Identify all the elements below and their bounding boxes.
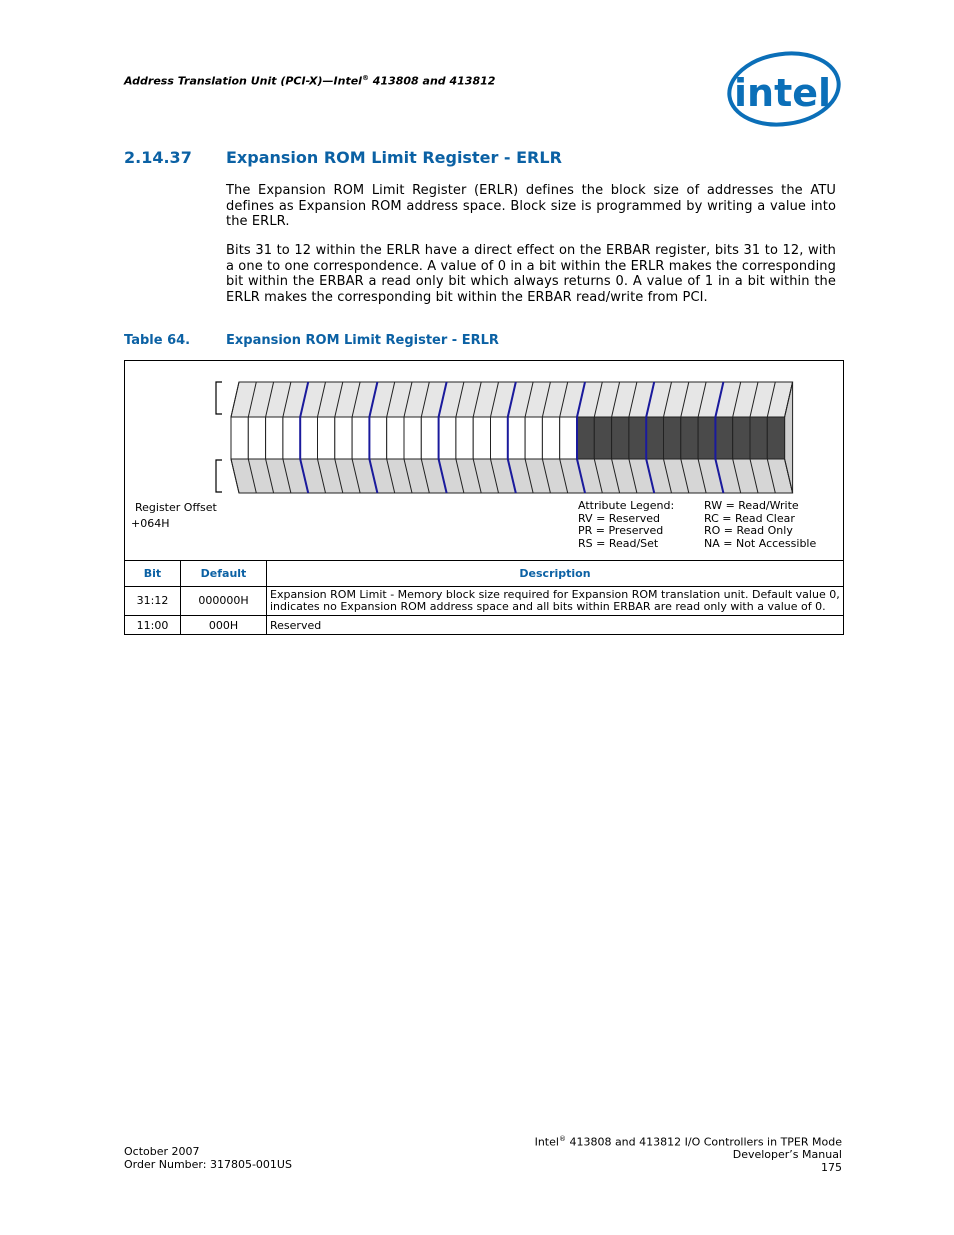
bit-cell-3: [715, 417, 732, 459]
table-row: [125, 587, 844, 616]
default-cell: 000000H: [181, 587, 267, 616]
legend-item: RV = Reserved: [578, 511, 660, 525]
footer-doc-subtitle: Developer’s Manual: [732, 1148, 842, 1162]
footer-order-number: Order Number: 317805-001US: [124, 1157, 292, 1171]
bit-cell-14: [525, 417, 542, 459]
bit-cell-18: [456, 417, 473, 459]
column-header-bit: Bit: [125, 561, 181, 587]
bit-cell-19: [439, 417, 456, 459]
intel-logo: [726, 50, 842, 128]
bit-cell-4: [698, 417, 715, 459]
register-field-table: [124, 560, 844, 635]
bit-cell-0: [767, 417, 784, 459]
column-header-description: Description: [267, 561, 844, 587]
bit-cell-11: [577, 417, 594, 459]
bit-cell-8: [629, 417, 646, 459]
bit-cell-5: [681, 417, 698, 459]
bit-cell-2: [733, 417, 750, 459]
paragraph-1: The Expansion ROM Limit Register (ERLR) defines the block size of addresses the ATU defines as Expansion ROM address space. Block size is programmed by writing a value into the ERLR.: [226, 183, 836, 229]
bit-cell-17: [473, 417, 490, 459]
bit-cell-15: [508, 417, 525, 459]
bit-cell-16: [491, 417, 508, 459]
footer-page-number: 175: [821, 1160, 842, 1174]
bit-cell-22: [387, 417, 404, 459]
bit-cell: 31:12: [125, 587, 181, 616]
bit-cell-25: [335, 417, 352, 459]
register-diagram: [124, 360, 844, 561]
register-offset-value: +064H: [131, 517, 170, 530]
bit-cell-13: [542, 417, 559, 459]
legend-heading: Attribute Legend:: [578, 499, 675, 512]
bit-cell-21: [404, 417, 421, 459]
bracket-bottom: [216, 460, 222, 492]
legend-item: RC = Read Clear: [704, 511, 795, 525]
bit-cell-28: [283, 417, 300, 459]
footer-doc-title: Intel® 413808 and 413812 I/O Controllers in TPER Mode: [534, 1135, 842, 1149]
bit-cell-12: [560, 417, 577, 459]
bit-cell-26: [318, 417, 335, 459]
legend-item: PR = Preserved: [578, 524, 664, 537]
table-row: [125, 616, 844, 635]
bit-cell-24: [352, 417, 369, 459]
section-heading: 2.14.37 Expansion ROM Limit Register - ERLR: [124, 148, 562, 167]
svg-text:intel: intel: [734, 71, 832, 115]
bit-cell-29: [266, 417, 283, 459]
legend-item: RW = Read/Write: [704, 499, 799, 512]
footer-left: [124, 1146, 292, 1171]
bit-cell-6: [664, 417, 681, 459]
bracket-top: [216, 382, 222, 414]
bit-cell-7: [646, 417, 663, 459]
bit-cell-30: [248, 417, 265, 459]
legend-item: RO = Read Only: [704, 524, 793, 537]
table-caption: Table 64. Expansion ROM Limit Register - ERLR: [124, 333, 499, 348]
description-cell: Expansion ROM Limit - Memory block size required for Expansion ROM translation unit. Default value 0, indicates no Expansion ROM address space and all bits within ERBAR are read only with a value of 0.: [267, 587, 844, 616]
column-header-default: Default: [181, 561, 267, 587]
legend-item: RS = Read/Set: [578, 536, 659, 550]
bit-cell: 11:00: [125, 616, 181, 635]
bit-cell-27: [300, 417, 317, 459]
attribute-legend-right: [704, 500, 816, 550]
table-header-row: [125, 561, 844, 587]
default-cell: 000H: [181, 616, 267, 635]
bit-cell-1: [750, 417, 767, 459]
bit-cell-23: [369, 417, 386, 459]
footer-date: October 2007: [124, 1145, 200, 1158]
running-header: Address Translation Unit (PCI-X)—Intel® 413808 and 413812: [124, 74, 496, 88]
bit-cell-31: [231, 417, 248, 459]
bit-cell-9: [612, 417, 629, 459]
bit-cell-10: [594, 417, 611, 459]
attribute-legend-left: [578, 500, 674, 550]
register-offset-label: Register Offset: [135, 501, 217, 514]
description-cell: Reserved: [267, 616, 844, 635]
bit-cell-20: [421, 417, 438, 459]
paragraph-2: Bits 31 to 12 within the ERLR have a direct effect on the ERBAR register, bits 31 to 12, with a one to one correspondence. A value of 0 in a bit within the ERLR makes the corresponding bit within the ERBAR a read only bit which always returns 0. A value of 1 in a bit within the ERLR makes the corresponding bit within the ERBAR read/write from PCI.: [226, 243, 836, 305]
footer-right: [535, 1133, 842, 1174]
legend-item: NA = Not Accessible: [704, 536, 817, 550]
